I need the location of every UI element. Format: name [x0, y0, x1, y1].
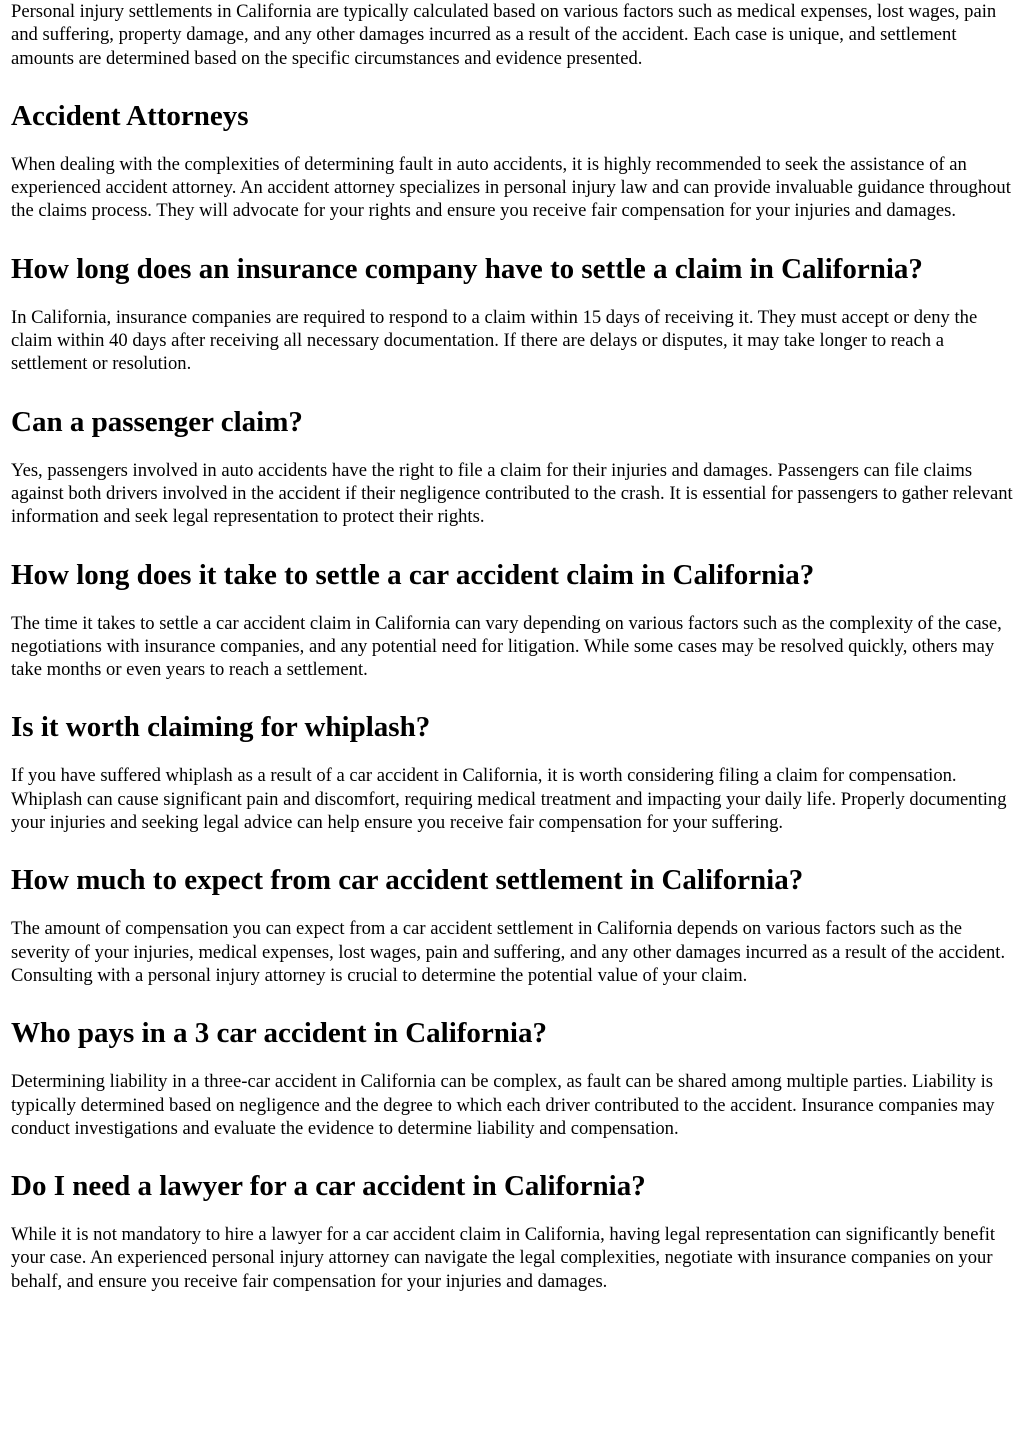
- section-need-lawyer: [11, 1168, 1013, 1293]
- section-heading: Who pays in a 3 car accident in California?: [11, 1017, 547, 1050]
- section-heading: Can a passenger claim?: [11, 405, 303, 438]
- section-settlement-expectation: [11, 862, 1013, 987]
- section-body: Yes, passengers involved in auto accidents have the right to file a claim for their injuries and damages. Passengers can file claims against both drivers involved in the accident if their negligence contributed to the crash. It is essential for passengers to gather relevant information and seek legal representation to protect their rights.: [11, 459, 1013, 528]
- section-body: In California, insurance companies are required to respond to a claim within 15 days of receiving it. They must accept or deny the claim within 40 days after receiving all necessary documentation. If there are delays or disputes, it may take longer to reach a settlement or resolution.: [11, 306, 978, 375]
- section-insurance-settle-time: [11, 251, 1013, 376]
- section-accident-attorneys: [11, 98, 1013, 223]
- section-heading: How long does an insurance company have to settle a claim in California?: [11, 252, 923, 285]
- section-whiplash: [11, 709, 1013, 834]
- section-heading: Is it worth claiming for whiplash?: [11, 711, 431, 744]
- section-heading: Accident Attorneys: [11, 99, 249, 132]
- section-body: The amount of compensation you can expect from a car accident settlement in California depends on various factors such as the severity of your injuries, medical expenses, lost wages, pain and suffering, and any other damages incurred as a result of the accident. Consulting with a personal injury attorney is crucial to determine the potential value of your claim.: [11, 918, 1006, 986]
- section-body: If you have suffered whiplash as a result of a car accident in California, it is worth considering filing a claim for compensation. Whiplash can cause significant pain and discomfort, requiring medical treatment and impacting your daily life. Properly documenting your injuries and seeking legal advice can help ensure you receive fair compensation for your suffering.: [11, 765, 1007, 834]
- section-body: Determining liability in a three-car accident in California can be complex, as fault can be shared among multiple parties. Liability is typically determined based on negligence and the degree to which each driver contributed to the accident. Insurance companies may conduct investigations and evaluate the evidence to determine liability and compensation.: [11, 1071, 995, 1139]
- section-body: When dealing with the complexities of determining fault in auto accidents, it is highly recommended to seek the assistance of an experienced accident attorney. An accident attorney specializes in personal injury law and can provide invaluable guidance throughout the claims process. They will advocate for your rights and ensure you receive fair compensation for your injuries and damages.: [11, 153, 1011, 222]
- section-settle-duration: [11, 557, 1013, 682]
- section-heading: How much to expect from car accident settlement in California?: [11, 864, 804, 897]
- section-body: While it is not mandatory to hire a lawyer for a car accident claim in California, having legal representation can significantly benefit your case. An experienced personal injury attorney can navigate the legal complexities, negotiate with insurance companies on your behalf, and ensure you receive fair compensation for your injuries and damages.: [11, 1224, 996, 1292]
- section-heading: Do I need a lawyer for a car accident in California?: [11, 1170, 646, 1203]
- section-three-car-accident: [11, 1015, 1013, 1140]
- section-heading: How long does it take to settle a car accident claim in California?: [11, 558, 815, 591]
- intro-paragraph: Personal injury settlements in California are typically calculated based on various factors such as medical expenses, lost wages, pain and suffering, property damage, and any other damages incurred as a result of the accident. Each case is unique, and settlement amounts are determined based on the specific circumstances and evidence presented.: [11, 1, 997, 69]
- section-passenger-claim: [11, 404, 1013, 529]
- section-body: The time it takes to settle a car accident claim in California can vary depending on various factors such as the complexity of the case, negotiations with insurance companies, and any potential need for litigation. While some cases may be resolved quickly, others may take months or even years to reach a settlement.: [11, 612, 1002, 681]
